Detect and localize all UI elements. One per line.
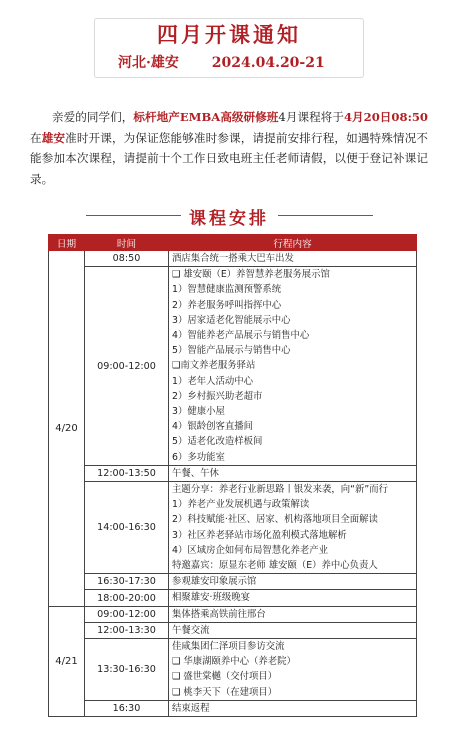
content-line: 佳咸集团仁泽项目参访交流 [172,641,285,653]
content-line: 1）老年人活动中心 [172,375,253,387]
content-line: ❑ 盛世棠樾（交付项目） [172,671,278,683]
content-line: 3）健康小屋 [172,406,225,418]
time-cell: 18:00-20:00 [85,590,169,606]
page-title: 四月开课通知 [157,22,301,47]
time-cell: 12:00-13:30 [85,622,169,638]
content-line: 5）智能产品展示与销售中心 [172,345,291,357]
content-line: 1）养老产业发展机遇与政策解读 [172,499,310,511]
section-header [0,199,458,229]
intro-place: 雄安 [41,130,66,145]
content-line: 6）多功能室 [172,451,225,463]
content-line: 3）居家适老化智能展示中心 [172,314,291,326]
schedule-table [48,234,417,717]
time-cell: 08:50 [85,251,169,267]
table-row [49,606,417,622]
content-cell [169,622,417,638]
content-cell [169,574,417,590]
content-line: 午餐、午休 [172,467,219,479]
date-label: 2024.04.20-21 [211,55,325,71]
content-cell [169,700,417,716]
intro-program-name: 标杆地产EMBA高级研修班 [133,110,279,124]
content-line: ❑南文养老服务驿站 [172,360,256,372]
content-cell [169,267,417,466]
intro-paragraph [30,107,428,189]
content-line: 结束返程 [172,702,210,714]
content-cell [169,251,417,267]
table-row [49,700,417,716]
time-cell: 13:30-16:30 [85,639,169,701]
time-cell: 16:30 [85,700,169,716]
content-line: 2）科技赋能·社区、居家、机构落地项目全面解读 [172,514,378,526]
content-line: 2）乡村振兴助老超市 [172,390,263,402]
time-cell: 09:00-12:00 [85,606,169,622]
content-line: 主题分享：养老行业新思路丨银发来袭，向“新”而行 [172,484,388,496]
section-title: 课程安排 [189,209,269,229]
content-cell [169,606,417,622]
content-line: 4）智能养老产品展示与销售中心 [172,330,310,342]
content-line: 2）养老服务呼叫指挥中心 [172,299,282,311]
content-line: 集体搭乘高铁前往邢台 [172,608,266,620]
header-date: 日期 [49,235,85,251]
time-cell: 16:30-17:30 [85,574,169,590]
date-cell: 4/20 [49,251,85,607]
intro-text-2: 在 [30,130,42,145]
content-line: ❑ 桃李天下（在建项目） [172,686,278,698]
content-cell [169,482,417,574]
time-cell: 14:00-16:30 [85,482,169,574]
content-cell [169,590,417,606]
content-line: 4）区域房企如何布局智慧化养老产业 [172,544,328,556]
content-line: 3）社区养老驿站市场化盈利模式落地解析 [172,529,347,541]
table-row [49,590,417,606]
intro-start-time: 4月20日08:50 [343,110,428,124]
table-row [49,267,417,466]
location-label: 河北·雄安 [118,55,179,71]
intro-text-1: 4月课程将于 [278,110,344,124]
content-line: ❑ 雄安颐（E）养智慧养老服务展示馆 [172,269,330,281]
header-content: 行程内容 [169,235,417,251]
time-cell: 09:00-12:00 [85,267,169,466]
content-cell [169,465,417,481]
header-time: 时间 [85,235,169,251]
content-line: 参观雄安印象展示馆 [172,576,257,588]
content-line: 相聚雄安·班级晚宴 [172,592,250,604]
content-cell [169,639,417,701]
table-row [49,639,417,701]
table-row [49,465,417,481]
content-line: 特邀嘉宾：原显东老师 雄安颐（E）养中心负责人 [172,560,378,572]
subtitle [118,52,325,72]
content-line: 1）智慧健康监测预警系统 [172,284,282,296]
content-line: 5）适老化改造样板间 [172,436,263,448]
intro-text-3: 准时开课，为保证您能够准时参课，请提前安排行程，如遇特殊情况不能参加本次课程，请提前十个工作日致电班主任老师请假，以便于登记补课记录。 [30,130,428,186]
table-row [49,482,417,574]
time-cell: 12:00-13:50 [85,465,169,481]
content-line: ❑ 华康湖颐养中心（养老院） [172,656,296,668]
content-line: 酒店集合统一搭乘大巴车出发 [172,253,294,264]
table-row [49,251,417,267]
intro-greeting: 亲爱的同学们， [52,110,134,124]
table-header-row [49,235,417,251]
content-line: 午餐交流 [172,624,210,636]
table-row [49,622,417,638]
table-row [49,574,417,590]
date-cell: 4/21 [49,606,85,716]
content-line: 4）银龄创客直播间 [172,421,253,433]
